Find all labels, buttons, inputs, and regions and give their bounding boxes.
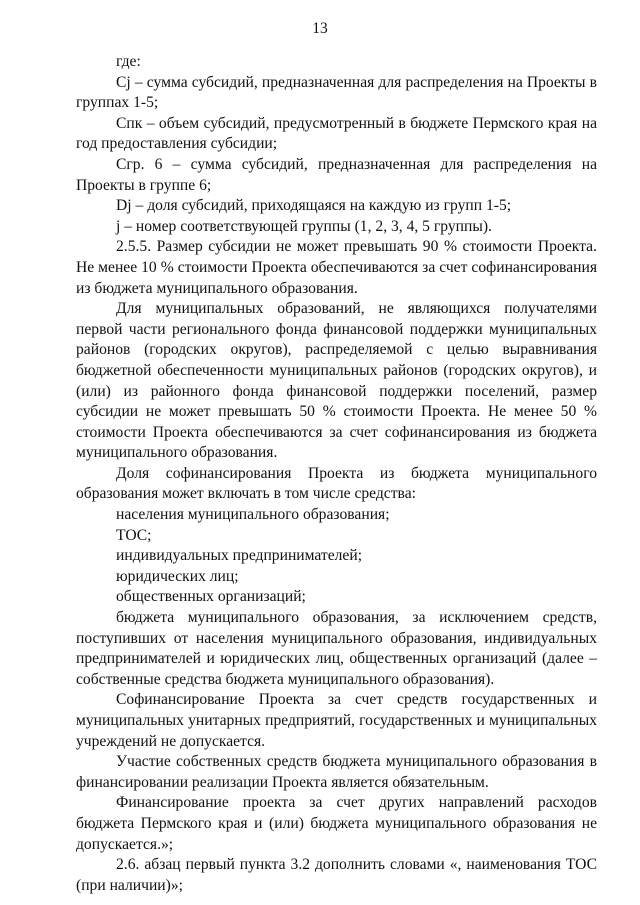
paragraph-cofinancing-share: Доля софинансирования Проекта из бюджета муниципального образования может включать в том числе средства:	[76, 464, 597, 503]
paragraph-own-funds-mandatory: Участие собственных средств бюджета муниципального образования в финансировании реализации Проекта является обязательным.	[76, 753, 597, 791]
page-number: 13	[312, 20, 328, 37]
list-item-legal-entities: юридических лиц;	[116, 567, 239, 585]
list-item-public-organizations: общественных организаций;	[116, 588, 306, 606]
paragraph-j-definition: j – номер соответствующей группы (1, 2, 3, 4, 5 группы).	[116, 217, 492, 235]
paragraph-where: где:	[116, 53, 141, 70]
paragraph-cj-definition: Cj – сумма субсидий, предназначенная для распределения на Проекты в группах 1-5;	[76, 73, 597, 112]
paragraph-2-5-5: 2.5.5. Размер субсидии не может превышать 90 % стоимости Проекта. Не менее 10 % стоимости Проекта обеспечиваются за счет софинансирования из бюджета муниципального образования.	[76, 238, 597, 297]
paragraph-sgr6-definition: Сгр. 6 – сумма субсидий, предназначенная для распределения на Проекты в группе 6;	[76, 155, 597, 194]
list-item-population: населения муниципального образования;	[116, 506, 390, 524]
paragraph-unitary-enterprises: Софинансирование Проекта за счет средств государственных и муниципальных унитарных предприятий, государственных и муниципальных учреждений не допускается.	[76, 691, 597, 750]
list-item-municipal-budget: бюджета муниципального образования, за исключением средств, поступивших от населения муниципального образования, индивидуальных предпринимателей и юридических лиц, общественных организаций (далее – собственные средства бюджета муниципального образования).	[76, 609, 597, 688]
list-item-entrepreneurs: индивидуальных предпринимателей;	[116, 547, 363, 565]
paragraph-other-directions: Финансирование проекта за счет других направлений расходов бюджета Пермского края и (или) бюджета муниципального образования не допускается.»;	[76, 794, 597, 853]
document-body	[76, 52, 597, 896]
paragraph-municipal-formations: Для муниципальных образований, не являющихся получателями первой части регионального фонда финансовой поддержки муниципальных районов (городских округов), распределяемой с целью выравнивания бюджетной обеспеченности муниципальных районов (городских округов), и (или) из районного фонда финансовой поддержки поселений, размер субсидии не может превышать 50 % стоимости Проекта. Не менее 50 % стоимости Проекта обеспечиваются за счет софинансирования из бюджета муниципального образования.	[76, 300, 597, 462]
paragraph-dj-definition: Dj – доля субсидий, приходящаяся на каждую из групп 1-5;	[116, 197, 512, 215]
paragraph-2-6: 2.6. абзац первый пункта 3.2 дополнить словами «, наименования ТОС (при наличии)»;	[76, 856, 597, 894]
paragraph-spk-definition: Спк – объем субсидий, предусмотренный в бюджете Пермского края на год предоставления субсидии;	[76, 114, 597, 153]
list-item-tos: ТОС;	[116, 526, 152, 544]
